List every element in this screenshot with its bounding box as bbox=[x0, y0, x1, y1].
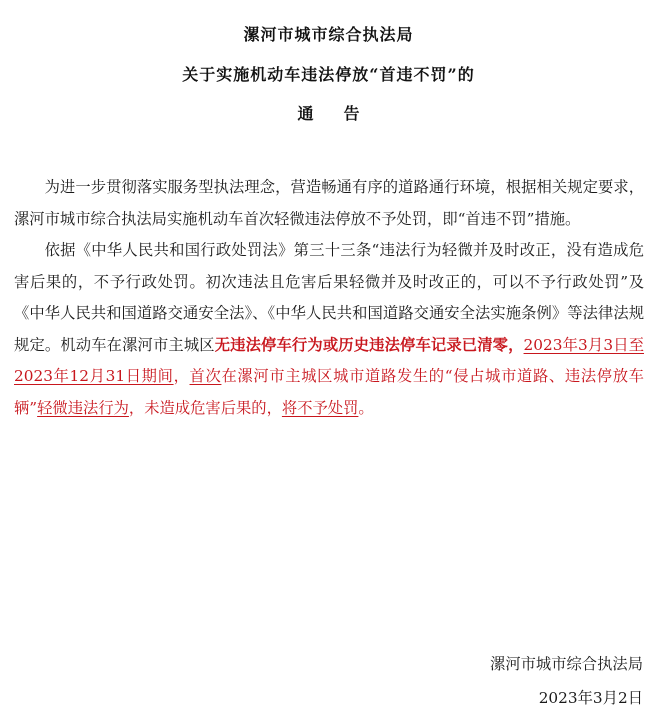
paragraph-intro: 为进一步贯彻落实服务型执法理念，营造畅通有序的道路通行环境，根据相关规定要求，漯河市城市综合执法局实施机动车首次轻微违法停放不予处罚，即“首违不罚”措施。 bbox=[14, 178, 644, 228]
minor-violation-label: 轻微违法行为 bbox=[37, 398, 129, 417]
date-range: 2023年3月3日至2023年12月31日期间 bbox=[14, 335, 644, 385]
signature-agency: 漯河市城市综合执法局 bbox=[490, 655, 643, 673]
first-time-label: 首次 bbox=[189, 367, 222, 385]
no-violation-condition: 无违法停车行为或历史违法停车记录已清零， bbox=[214, 335, 524, 354]
notice-body bbox=[14, 172, 644, 424]
subject-title: 关于实施机动车违法停放“首违不罚”的 bbox=[182, 65, 475, 84]
no-harm-text: ，未造成危害后果的， bbox=[128, 398, 282, 417]
scope-text: 在漯河市主城区城市道路发生的“侵占城市道路、违法停放车辆” bbox=[14, 367, 644, 417]
doc-type-title: 通告 bbox=[297, 104, 390, 123]
paragraph-legal-basis bbox=[14, 235, 644, 424]
signature-date: 2023年3月2日 bbox=[538, 689, 643, 707]
period-mark: 。 bbox=[358, 398, 374, 417]
agency-title: 漯河市城市综合执法局 bbox=[243, 25, 414, 44]
no-penalty-label: 将不予处罚 bbox=[281, 398, 359, 417]
comma: ， bbox=[173, 367, 190, 385]
legal-basis-text: 依据《中华人民共和国行政处罚法》第三十三条“违法行为轻微并及时改正，没有造成危害后果的，不予行政处罚。初次违法且危害后果轻微并及时改正的，可以不予行政处罚”及《中华人民共和国道路交通安全法》、《中华人民共和国道路交通安全法实施条例》等法律法规规定。机动车在漯河市主城区 bbox=[14, 241, 644, 354]
